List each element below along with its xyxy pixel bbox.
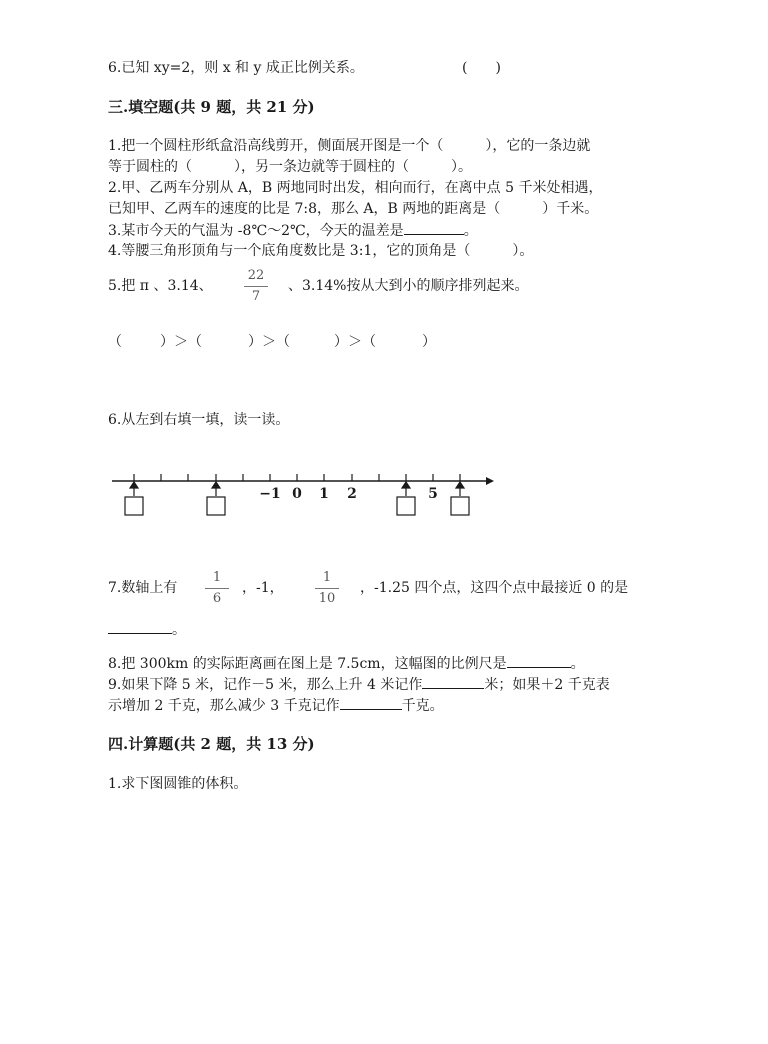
question-5-part-2: 、3.14%按从大到小的顺序排列起来。 [288,278,529,294]
question-9-text-c: 示增加 2 千克，那么减少 3 千克记作 [108,698,340,714]
question-8-end: 。 [570,656,585,672]
fraction-bar [244,286,268,287]
axis-label: 5 [428,486,438,502]
question-6-prev [108,58,364,78]
question-3-end: 。 [463,223,478,239]
fraction-denominator: 7 [251,289,261,304]
question-7-end: 。 [172,622,186,638]
tick-marks [134,474,460,481]
answer-blank[interactable] [507,653,571,668]
number-line [100,466,500,526]
answer-box[interactable] [397,497,415,515]
question-5-part-1: 5.把 π 、3.14、 [108,278,213,294]
answer-box[interactable] [451,497,469,515]
axis-label: 2 [347,486,357,502]
question-7-part-1: 7.数轴上有 [108,580,178,596]
answer-blank[interactable] [340,695,402,710]
order-paren[interactable]: ） [422,334,436,350]
answer-blank[interactable] [404,220,464,235]
fraction-numerator: 22 [247,268,265,283]
section-heading-3: 三.填空题(共 9 题，共 21 分) [108,98,315,116]
answer-blank[interactable] [422,674,484,689]
question-4: 4.等腰三角形顶角与一个底角度数比是 3:1，它的顶角是（ ）。 [108,243,534,259]
fraction-1-6 [205,570,229,607]
question-3 [108,220,478,241]
question-7-answer-line [108,619,186,640]
question-1-line-2: 等于圆柱的（ ），另一条边就等于圆柱的（ ）。 [108,159,472,175]
order-paren[interactable]: ）＞（ [248,334,290,350]
question-6: 6.从左到右填一填，读一读。 [108,412,290,428]
question-9-text-b: 米；如果＋2 千克表 [484,677,610,693]
calculation-1: 1.求下图圆锥的体积。 [108,776,248,792]
question-8 [108,653,585,674]
answer-box[interactable] [207,497,225,515]
axis-label: 0 [292,486,302,502]
fraction-denominator: 10 [318,591,336,606]
question-8-text: 8.把 300km 的实际距离画在图上是 7.5cm，这幅图的比例尺是 [108,656,507,672]
fraction-denominator: 6 [212,591,222,606]
question-2-line-1: 2.甲、乙两车分别从 A，B 两地同时出发，相向而行，在离中点 5 千米处相遇， [108,180,603,196]
question-9-text-d: 千克。 [401,698,444,714]
order-paren[interactable]: ）＞（ [160,334,202,350]
question-3-text: 3.某市今天的气温为 -8℃～2℃，今天的温差是 [108,223,404,239]
question-text: 6.已知 xy=2，则 x 和 y 成正比例关系。 [108,60,364,76]
fraction-numerator: 1 [322,570,332,585]
fraction-numerator: 1 [212,570,222,585]
fraction-bar [315,588,339,589]
question-7-part-2: ，-1， [242,580,284,596]
axis-label: 1 [319,486,329,502]
question-2-line-2: 已知甲、乙两车的速度的比是 7:8，那么 A，B 两地的距离是（ ）千米。 [108,201,599,217]
fraction-1-10 [315,570,339,607]
question-7-part-3: ，-1.25 四个点，这四个点中最接近 0 的是 [360,580,629,596]
fraction-bar [205,588,229,589]
question-9-line-1 [108,674,610,695]
section-heading-4: 四.计算题(共 2 题，共 13 分) [108,735,315,753]
question-1-line-1: 1.把一个圆柱形纸盒沿高线剪开，侧面展开图是一个（ ），它的一条边就 [108,138,591,154]
ordering-row [108,332,448,352]
axis-label: −1 [259,486,281,502]
order-paren[interactable]: ）＞（ [334,334,376,350]
question-9-line-2 [108,695,444,716]
fraction-22-7 [244,268,268,305]
answer-blank[interactable] [108,619,172,634]
answer-paren[interactable]: ( ) [462,60,501,76]
question-9-text-a: 9.如果下降 5 米，记作－5 米，那么上升 4 米记作 [108,677,423,693]
order-paren[interactable]: （ [108,334,122,350]
axis-arrowhead [486,477,494,485]
answer-box[interactable] [125,497,143,515]
